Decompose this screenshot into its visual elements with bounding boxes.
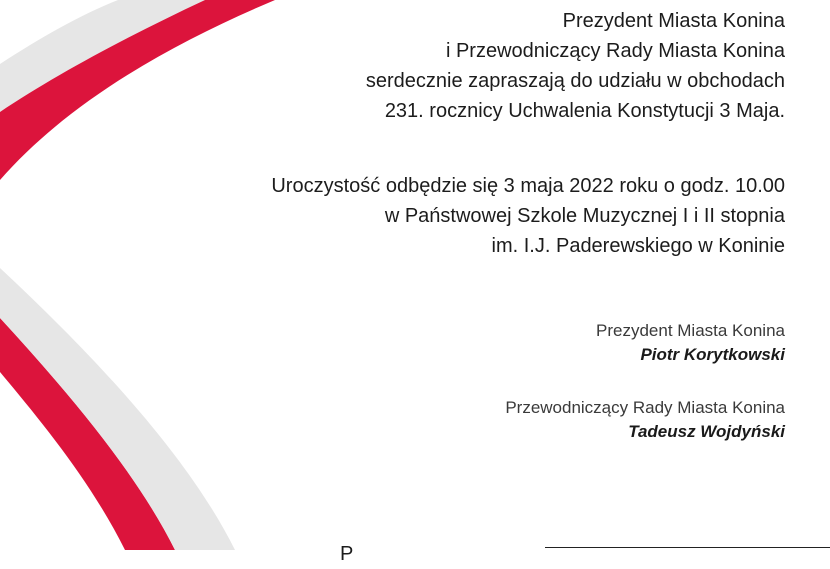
event-details bbox=[271, 171, 785, 261]
footer-partial-text: P bbox=[340, 543, 354, 565]
signature-name: Piotr Korytkowski bbox=[640, 345, 785, 364]
signature-name: Tadeusz Wojdyński bbox=[628, 422, 785, 441]
event-line: im. I.J. Paderewskiego w Koninie bbox=[491, 235, 785, 257]
footer-divider bbox=[545, 547, 830, 548]
signature-council-chair bbox=[505, 396, 785, 444]
event-line: Uroczystość odbędzie się 3 maja 2022 roku o godz. 10.00 bbox=[271, 175, 785, 197]
invitation-line: i Przewodniczący Rady Miasta Konina bbox=[445, 40, 785, 62]
invitation-line: 231. rocznicy Uchwalenia Konstytucji 3 Maja. bbox=[384, 100, 785, 122]
invitation-text bbox=[366, 6, 785, 126]
invitation-line: serdecznie zapraszają do udziału w obchodach bbox=[365, 70, 785, 92]
event-line: w Państwowej Szkole Muzycznej I i II stopnia bbox=[384, 205, 785, 227]
signature-president bbox=[596, 319, 785, 367]
invitation-line: Prezydent Miasta Konina bbox=[562, 10, 785, 32]
signature-role: Prezydent Miasta Konina bbox=[596, 321, 785, 340]
signature-role: Przewodniczący Rady Miasta Konina bbox=[505, 398, 785, 417]
